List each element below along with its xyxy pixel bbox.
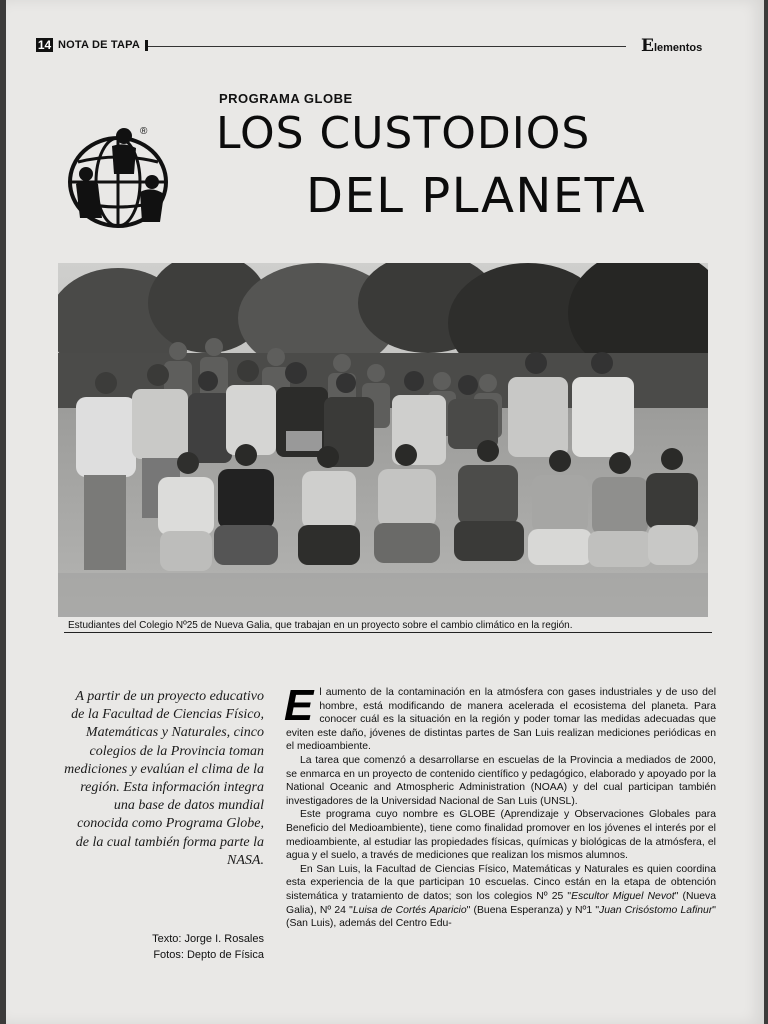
article-body	[284, 681, 717, 931]
group-photo	[58, 263, 708, 617]
photo-caption: Estudiantes del Colegio Nº25 de Nueva Galia, que trabajan en un proyecto sobre el cambio climático en la región.	[68, 620, 573, 631]
registered-mark: ®	[140, 126, 148, 137]
school-name-3: Juan Crisóstomo Lafinur	[599, 904, 713, 916]
body-p4-part-b: " (Nueva Galia), Nº 24 "	[286, 890, 717, 916]
school-name-1: Escultor Miguel Nevot	[571, 890, 675, 902]
body-p4-part-c: " (Buena Esperanza) y Nº1 "	[466, 904, 600, 916]
body-paragraph-2: La tarea que comenzó a desarrollarse en escuelas de la Provincia a mediados de 2000, se enmarca en un proyecto de contenido científico y pedagógico, elaborado y apoyado por la National Oceanic and Atmospheric Administration (NOAA) y del cual participan también investigadores de la Universidad Nacional de San Luis (UNSL).	[286, 754, 716, 807]
caption-rule	[64, 632, 712, 633]
body-paragraph-3: Este programa cuyo nombre es GLOBE (Aprendizaje y Observaciones Globales para Beneficio del Medioambiente), tiene como finalidad promover en los jóvenes el interés por el medioambiente, al estudiar las propiedades físicas, químicas y biológicas de la atmósfera, el agua y el suelo, a través de mediciones que realizan los mismos alumnos.	[286, 809, 716, 862]
photo-credit: Fotos: Depto de Física	[153, 949, 264, 961]
school-name-2: Luisa de Cortés Aparicio	[352, 904, 467, 916]
article-kicker: PROGRAMA GLOBE	[219, 91, 353, 106]
article-credits	[106, 931, 264, 963]
article-abstract: A partir de un proyecto educativo de la Facultad de Ciencias Físico, Matemáticas y Naturales, cinco colegios de la Provincia toman mediciones y evalúan el clima de la región. Esta información integra una base de datos mundial conocida como Programa Globe, de la cual también forma parte la NASA.	[64, 689, 264, 868]
body-paragraph-4	[286, 863, 716, 931]
article-title-line2: DEL PLANETA	[306, 168, 647, 224]
article-title-line1: LOS CUSTODIOS	[216, 108, 591, 159]
magazine-initial: E	[641, 36, 654, 56]
text-credit: Texto: Jorge I. Rosales	[152, 933, 264, 945]
magazine-name	[641, 36, 702, 56]
body-p4-part-d: " (San Luis), además del Centro Edu-	[286, 904, 716, 930]
body-p4-part-a: En San Luis, la Facultad de Ciencias Físico, Matemáticas y Naturales es quien coordina esta experiencia de la que participan 10 escuelas. Cinco están en la etapa de obtención sistemática y tratamiento de datos; son los colegios Nº 25 "	[286, 863, 716, 902]
magazine-name-rest: lementos	[653, 42, 703, 54]
body-paragraph-1-text: l aumento de la contaminación en la atmósfera con gases industriales y de uso del hombre, está modificando de manera acelerada el ecosistema del planeta. Para conocer cuál es la situación en la región y poder tomar las medidas adecuadas que eviten este daño, jóvenes de distintas partes de San Luis realizan mediciones periódicas en el medioambiente.	[286, 687, 716, 753]
body-paragraph-1	[284, 681, 716, 754]
header-rule	[148, 46, 626, 47]
section-label: NOTA DE TAPA	[58, 39, 141, 51]
page-number: 14	[37, 38, 52, 52]
magazine-page	[6, 0, 764, 1024]
running-header	[36, 36, 716, 56]
drop-cap: E	[284, 681, 314, 730]
globe-logo	[66, 122, 178, 234]
